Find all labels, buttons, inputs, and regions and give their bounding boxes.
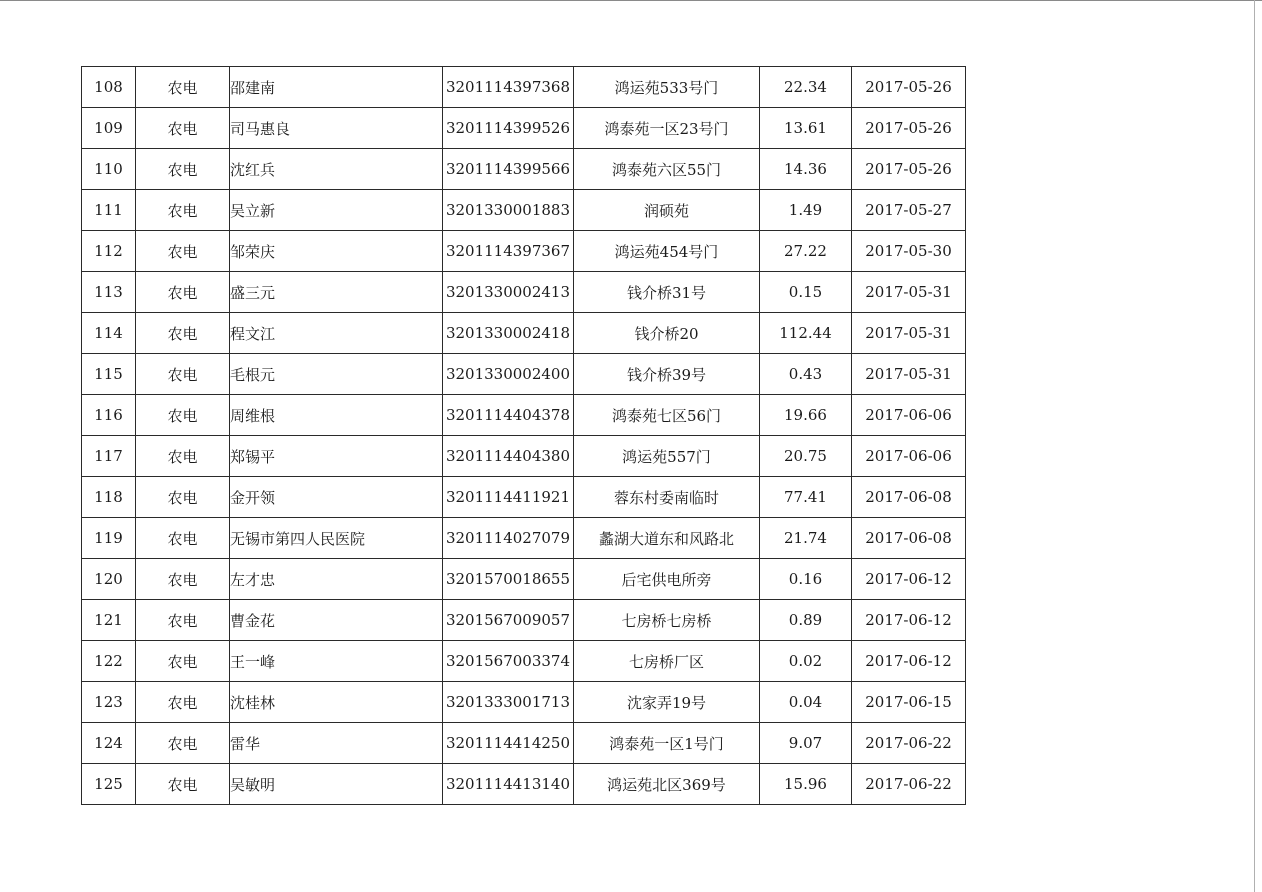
row-date-cell: 2017-05-26 — [852, 108, 966, 149]
table-row — [82, 600, 966, 641]
row-date-cell: 2017-06-06 — [852, 436, 966, 477]
table-row — [82, 67, 966, 108]
records-table-body — [82, 67, 966, 805]
row-account-cell: 3201570018655 — [443, 559, 574, 600]
row-seq-cell: 121 — [82, 600, 136, 641]
row-address-cell: 蠡湖大道东和风路北 — [574, 518, 760, 559]
row-seq-cell: 108 — [82, 67, 136, 108]
row-type-cell: 农电 — [136, 559, 230, 600]
row-amount-cell: 0.16 — [760, 559, 852, 600]
row-name-cell: 周维根 — [230, 395, 443, 436]
row-name-cell: 王一峰 — [230, 641, 443, 682]
row-address-cell: 七房桥七房桥 — [574, 600, 760, 641]
row-date-cell: 2017-05-31 — [852, 272, 966, 313]
row-address-cell: 钱介桥31号 — [574, 272, 760, 313]
row-type-cell: 农电 — [136, 518, 230, 559]
row-date-cell: 2017-06-12 — [852, 641, 966, 682]
row-name-cell: 郑锡平 — [230, 436, 443, 477]
row-type-cell: 农电 — [136, 764, 230, 805]
row-account-cell: 3201567009057 — [443, 600, 574, 641]
row-type-cell: 农电 — [136, 682, 230, 723]
row-type-cell: 农电 — [136, 149, 230, 190]
row-account-cell: 3201330002400 — [443, 354, 574, 395]
table-row — [82, 354, 966, 395]
row-date-cell: 2017-05-26 — [852, 149, 966, 190]
row-date-cell: 2017-06-12 — [852, 600, 966, 641]
row-date-cell: 2017-06-22 — [852, 764, 966, 805]
row-address-cell: 钱介桥20 — [574, 313, 760, 354]
row-name-cell: 金开领 — [230, 477, 443, 518]
row-date-cell: 2017-06-08 — [852, 477, 966, 518]
row-seq-cell: 112 — [82, 231, 136, 272]
table-row — [82, 395, 966, 436]
row-date-cell: 2017-06-22 — [852, 723, 966, 764]
row-seq-cell: 109 — [82, 108, 136, 149]
row-type-cell: 农电 — [136, 436, 230, 477]
table-row — [82, 518, 966, 559]
row-account-cell: 3201114404380 — [443, 436, 574, 477]
row-account-cell: 3201114397368 — [443, 67, 574, 108]
row-type-cell: 农电 — [136, 313, 230, 354]
table-row — [82, 436, 966, 477]
row-amount-cell: 21.74 — [760, 518, 852, 559]
row-name-cell: 无锡市第四人民医院 — [230, 518, 443, 559]
row-amount-cell: 0.15 — [760, 272, 852, 313]
row-date-cell: 2017-06-08 — [852, 518, 966, 559]
row-name-cell: 邵建南 — [230, 67, 443, 108]
row-name-cell: 盛三元 — [230, 272, 443, 313]
row-date-cell: 2017-05-31 — [852, 313, 966, 354]
row-address-cell: 鸿运苑557门 — [574, 436, 760, 477]
row-account-cell: 3201330001883 — [443, 190, 574, 231]
row-name-cell: 邹荣庆 — [230, 231, 443, 272]
table-row — [82, 723, 966, 764]
table-row — [82, 313, 966, 354]
row-account-cell: 3201333001713 — [443, 682, 574, 723]
table-row — [82, 477, 966, 518]
row-name-cell: 程文江 — [230, 313, 443, 354]
page-top-edge — [0, 0, 1262, 1]
table-row — [82, 764, 966, 805]
row-type-cell: 农电 — [136, 354, 230, 395]
row-address-cell: 鸿泰苑七区56门 — [574, 395, 760, 436]
row-name-cell: 毛根元 — [230, 354, 443, 395]
row-account-cell: 3201114413140 — [443, 764, 574, 805]
row-seq-cell: 110 — [82, 149, 136, 190]
table-row — [82, 108, 966, 149]
table-row — [82, 272, 966, 313]
row-account-cell: 3201114404378 — [443, 395, 574, 436]
row-address-cell: 鸿泰苑一区1号门 — [574, 723, 760, 764]
row-name-cell: 沈红兵 — [230, 149, 443, 190]
row-type-cell: 农电 — [136, 190, 230, 231]
row-name-cell: 雷华 — [230, 723, 443, 764]
row-name-cell: 吴敏明 — [230, 764, 443, 805]
row-seq-cell: 116 — [82, 395, 136, 436]
table-row — [82, 559, 966, 600]
row-date-cell: 2017-06-15 — [852, 682, 966, 723]
row-type-cell: 农电 — [136, 641, 230, 682]
row-account-cell: 3201114399566 — [443, 149, 574, 190]
row-amount-cell: 19.66 — [760, 395, 852, 436]
row-address-cell: 沈家弄19号 — [574, 682, 760, 723]
row-date-cell: 2017-05-27 — [852, 190, 966, 231]
row-amount-cell: 13.61 — [760, 108, 852, 149]
row-account-cell: 3201114414250 — [443, 723, 574, 764]
row-type-cell: 农电 — [136, 231, 230, 272]
row-type-cell: 农电 — [136, 108, 230, 149]
row-name-cell: 司马惠良 — [230, 108, 443, 149]
row-seq-cell: 123 — [82, 682, 136, 723]
row-amount-cell: 0.02 — [760, 641, 852, 682]
table-row — [82, 641, 966, 682]
row-seq-cell: 124 — [82, 723, 136, 764]
row-address-cell: 鸿运苑北区369号 — [574, 764, 760, 805]
row-account-cell: 3201114027079 — [443, 518, 574, 559]
row-address-cell: 后宅供电所旁 — [574, 559, 760, 600]
row-name-cell: 左才忠 — [230, 559, 443, 600]
row-name-cell: 曹金花 — [230, 600, 443, 641]
row-name-cell: 沈桂林 — [230, 682, 443, 723]
row-amount-cell: 14.36 — [760, 149, 852, 190]
row-name-cell: 吴立新 — [230, 190, 443, 231]
row-amount-cell: 15.96 — [760, 764, 852, 805]
row-seq-cell: 111 — [82, 190, 136, 231]
row-amount-cell: 0.89 — [760, 600, 852, 641]
row-type-cell: 农电 — [136, 477, 230, 518]
row-address-cell: 鸿泰苑六区55门 — [574, 149, 760, 190]
row-seq-cell: 113 — [82, 272, 136, 313]
row-address-cell: 润硕苑 — [574, 190, 760, 231]
row-account-cell: 3201330002418 — [443, 313, 574, 354]
row-account-cell: 3201567003374 — [443, 641, 574, 682]
row-amount-cell: 77.41 — [760, 477, 852, 518]
row-amount-cell: 9.07 — [760, 723, 852, 764]
row-date-cell: 2017-06-06 — [852, 395, 966, 436]
row-address-cell: 蓉东村委南临时 — [574, 477, 760, 518]
row-date-cell: 2017-05-31 — [852, 354, 966, 395]
row-seq-cell: 114 — [82, 313, 136, 354]
row-amount-cell: 0.43 — [760, 354, 852, 395]
row-amount-cell: 22.34 — [760, 67, 852, 108]
row-amount-cell: 1.49 — [760, 190, 852, 231]
table-row — [82, 190, 966, 231]
row-type-cell: 农电 — [136, 723, 230, 764]
row-type-cell: 农电 — [136, 272, 230, 313]
table-row — [82, 149, 966, 190]
row-seq-cell: 120 — [82, 559, 136, 600]
row-amount-cell: 0.04 — [760, 682, 852, 723]
row-account-cell: 3201114399526 — [443, 108, 574, 149]
row-amount-cell: 27.22 — [760, 231, 852, 272]
row-date-cell: 2017-06-12 — [852, 559, 966, 600]
row-address-cell: 鸿运苑533号门 — [574, 67, 760, 108]
row-type-cell: 农电 — [136, 600, 230, 641]
table-row — [82, 231, 966, 272]
row-amount-cell: 20.75 — [760, 436, 852, 477]
row-address-cell: 七房桥厂区 — [574, 641, 760, 682]
row-account-cell: 3201114397367 — [443, 231, 574, 272]
row-date-cell: 2017-05-26 — [852, 67, 966, 108]
table-row — [82, 682, 966, 723]
row-seq-cell: 117 — [82, 436, 136, 477]
row-account-cell: 3201330002413 — [443, 272, 574, 313]
row-address-cell: 鸿泰苑一区23号门 — [574, 108, 760, 149]
row-seq-cell: 119 — [82, 518, 136, 559]
row-seq-cell: 122 — [82, 641, 136, 682]
row-amount-cell: 112.44 — [760, 313, 852, 354]
row-type-cell: 农电 — [136, 395, 230, 436]
row-seq-cell: 125 — [82, 764, 136, 805]
row-address-cell: 鸿运苑454号门 — [574, 231, 760, 272]
row-type-cell: 农电 — [136, 67, 230, 108]
row-seq-cell: 118 — [82, 477, 136, 518]
row-seq-cell: 115 — [82, 354, 136, 395]
row-date-cell: 2017-05-30 — [852, 231, 966, 272]
row-address-cell: 钱介桥39号 — [574, 354, 760, 395]
page-right-edge — [1254, 0, 1255, 892]
records-table — [81, 66, 966, 805]
row-account-cell: 3201114411921 — [443, 477, 574, 518]
